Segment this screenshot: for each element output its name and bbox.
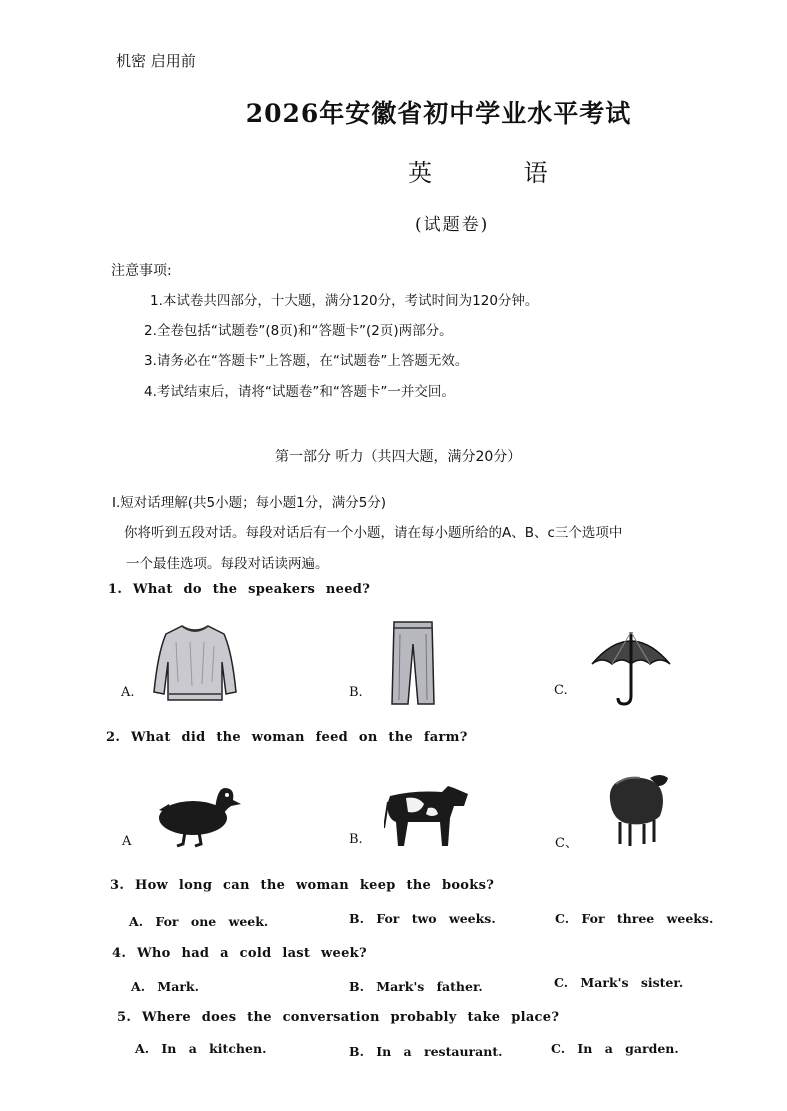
q3-option-a: A. For one week. <box>129 914 269 929</box>
notice-item-2: 2.全卷包括“试题卷”(8页)和“答题卡”(2页)两部分。 <box>144 323 453 339</box>
q5-option-a: A. In a kitchen. <box>135 1041 267 1056</box>
notice-item-3: 3.请务必在“答题卡”上答题，在“试题卷”上答题无效。 <box>144 353 469 369</box>
question-2-stem: 2. What did the woman feed on the farm? <box>106 730 468 745</box>
q4-option-c: C. Mark's sister. <box>554 975 684 990</box>
paper-type: (试题卷) <box>415 215 490 235</box>
question-1-stem: 1. What do the speakers need? <box>108 582 371 597</box>
umbrella-icon <box>588 626 674 708</box>
cow-icon <box>384 778 470 850</box>
q3-option-b: B. For two weeks. <box>349 911 496 926</box>
exam-title: 2026年安徽省初中学业水平考试 <box>245 99 632 128</box>
duck-icon <box>155 780 243 848</box>
q2-option-b-label: B. <box>349 832 363 847</box>
q4-option-b: B. Mark's father. <box>349 979 483 994</box>
question-3-stem: 3. How long can the woman keep the books? <box>110 878 495 893</box>
question-4-stem: 4. Who had a cold last week? <box>112 946 367 961</box>
section1-title: I.短对话理解(共5小题；每小题1分，满分5分) <box>112 495 387 511</box>
notice-heading: 注意事项: <box>111 263 172 279</box>
sweater-icon <box>152 622 238 704</box>
q5-option-b: B. In a restaurant. <box>349 1044 503 1059</box>
q1-option-a-label: A. <box>121 685 135 700</box>
question-5-stem: 5. Where does the conversation probably take place? <box>117 1010 560 1025</box>
q1-option-b-label: B. <box>349 685 363 700</box>
q2-option-a-label: A <box>122 834 132 849</box>
subject-title: 英 语 <box>408 159 590 187</box>
section1-instruction-line1: 你将听到五段对话。每段对话后有一个小题，请在每小题所给的A、B、c三个选项中 <box>124 525 623 541</box>
q4-option-a: A. Mark. <box>131 979 199 994</box>
section1-instruction-line2: 一个最佳选项。每段对话读两遍。 <box>126 556 329 572</box>
notice-item-4: 4.考试结束后，请将“试题卷”和“答题卡”一并交回。 <box>144 384 455 400</box>
notice-item-1: 1.本试卷共四部分，十大题，满分120分，考试时间为120分钟。 <box>150 293 539 309</box>
trousers-icon <box>388 620 438 706</box>
q5-option-c: C. In a garden. <box>551 1041 679 1056</box>
sheep-icon <box>600 770 670 848</box>
q1-option-c-label: C. <box>554 683 568 698</box>
q2-option-c-label: C、 <box>555 836 578 851</box>
confidential-mark: 机密 启用前 <box>116 52 196 70</box>
part1-heading: 第一部分 听力（共四大题，满分20分） <box>275 449 522 465</box>
q3-option-c: C. For three weeks. <box>555 911 714 926</box>
